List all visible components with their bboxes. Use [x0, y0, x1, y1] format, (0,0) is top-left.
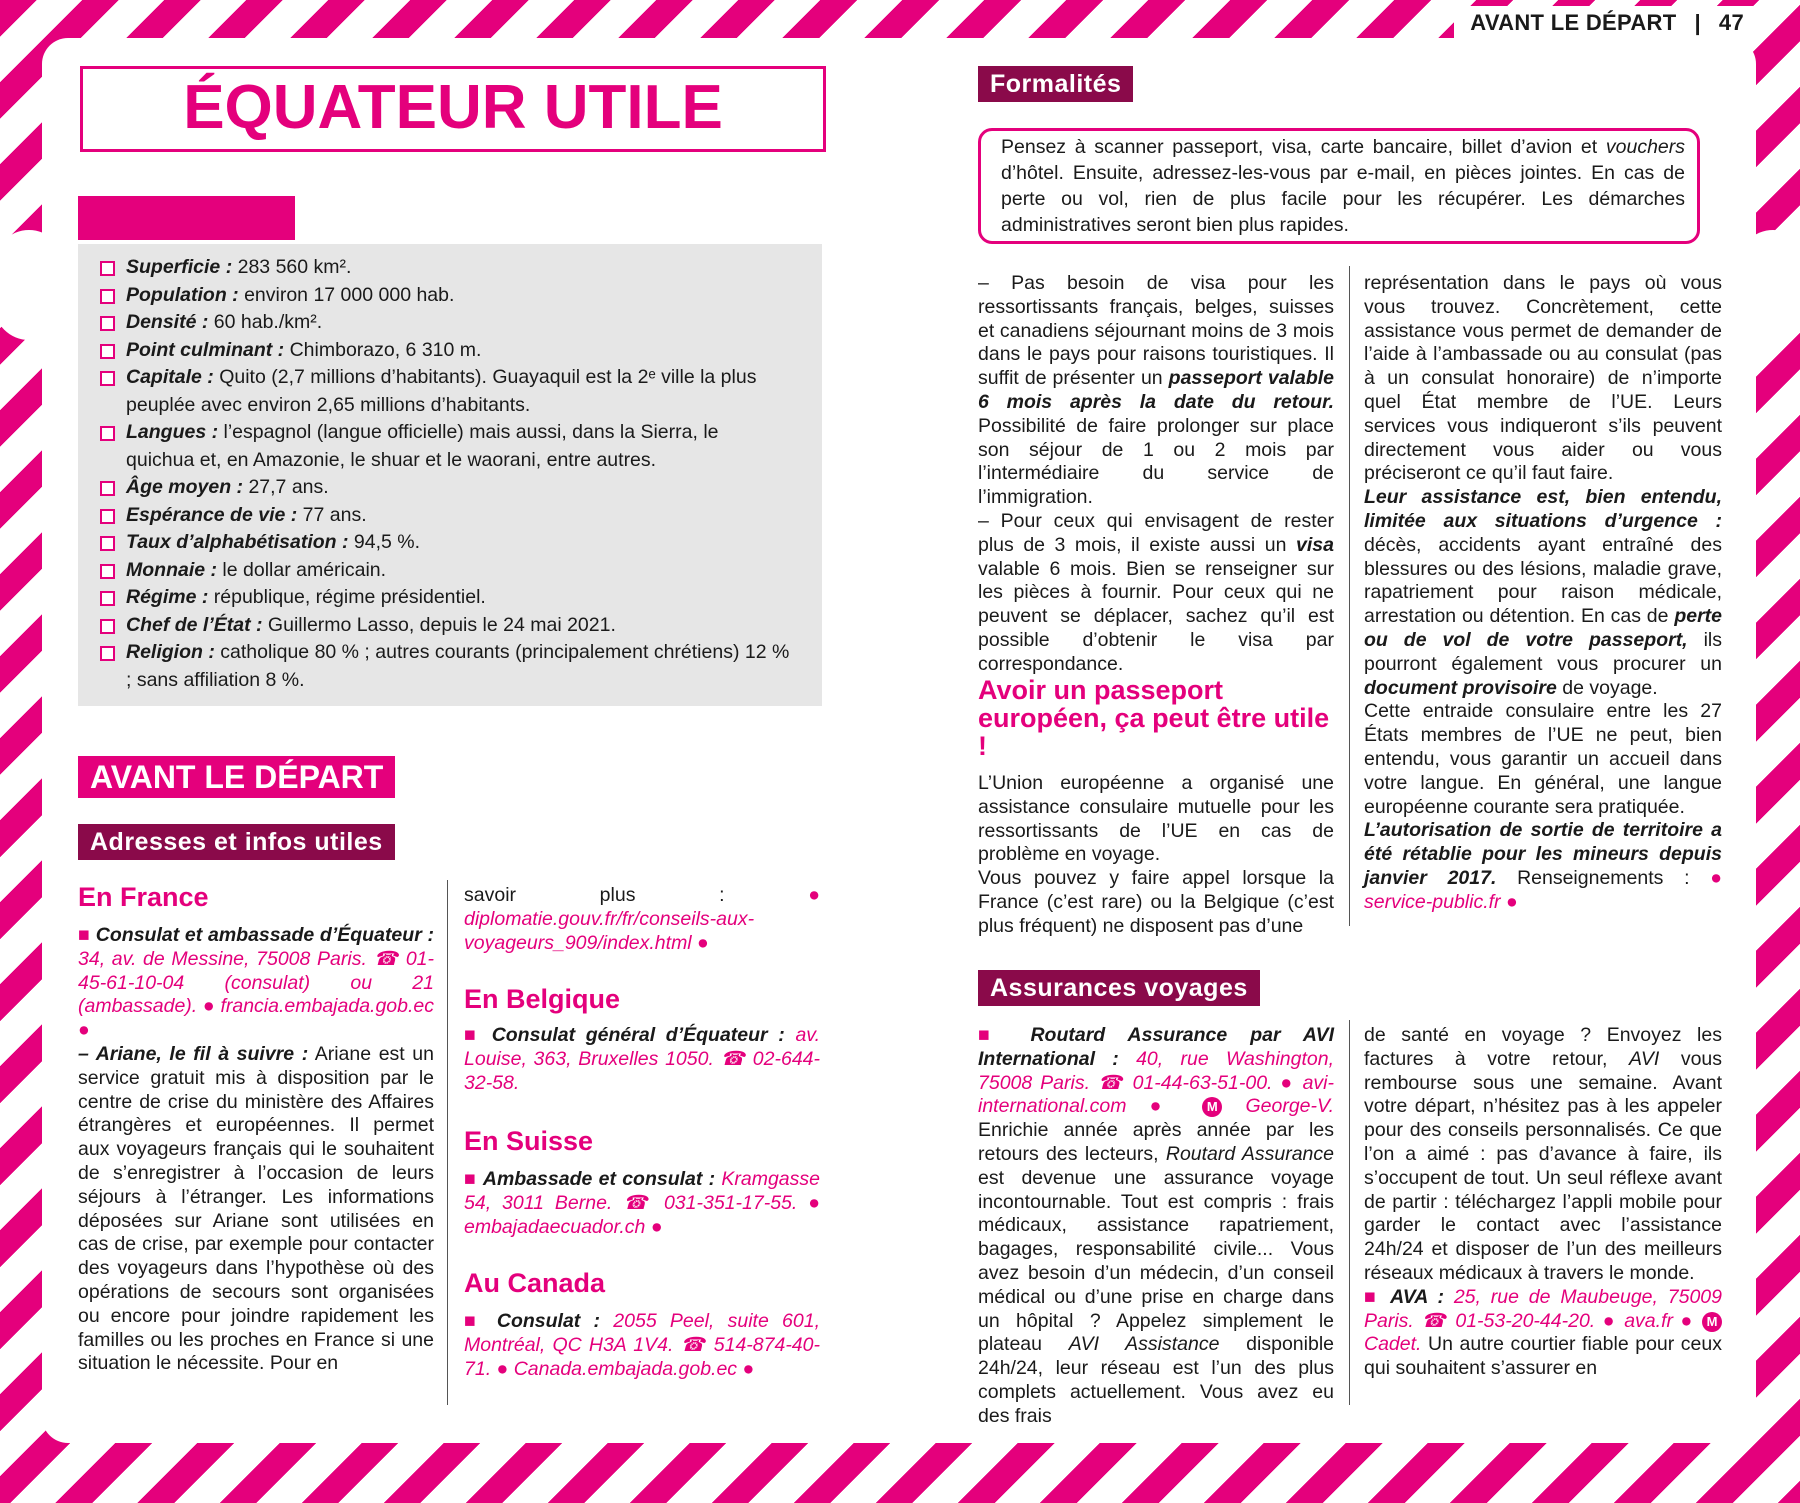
passport-heading: Avoir un passeport européen, ça peut être utile ! [978, 675, 1330, 761]
france-column [78, 924, 434, 1376]
running-head-section: AVANT LE DÉPART [1470, 10, 1677, 35]
formalites-right-column: représentation dans le pays où vous vous trouvez. Concrètement, cette assistance vous permet de demander de l’aide à l’ambassade ou au consulat (pas à un consulat honoraire) de n’importe quel État membre de l’UE. Leurs services vous indiqueront s’ils peuvent directement vous aider ou vous préciseront ce qu’il faut faire. Leur assistance est, bien entendu, limitée aux situations d’urgence : décès, accidents ayant entraîné des blessures ou des lésions, maladie grave, rapatriement pour raison médicale, arrestation ou détention. En cas de perte ou de vol de votre passeport, ils pourront également vous procurer un document provisoire de voyage. Cette entraide consulaire entre les 27 États membres de l’UE ne peut, bien entendu, vous garantir un accueil dans votre langue. En général, une langue européenne courante sera pratiquée. L’autorisation de sortie de territoire a été rétablie pour les mineurs depuis janvier 2017. Renseignements : ● service-public.fr ● [1364, 272, 1722, 913]
passport-left-column: L’Union européenne a organisé une assistance consulaire mutuelle pour les ressortissants de l’UE en cas de problème en voyage. Vous pouvez y faire appel lorsque la France (c’est rare) ou la Belgique (c’est plus fréquent) ne disposent pas d’une [978, 772, 1334, 937]
checkbox-bullet-icon [100, 481, 115, 496]
page-title: ÉQUATEUR UTILE [80, 66, 826, 152]
page-number: 47 [1718, 10, 1744, 35]
abc-item: Religion : catholique 80 % ; autres courants (principalement chrétiens) 12 % ; sans affiliation 8 %. [100, 639, 790, 694]
checkbox-bullet-icon [100, 646, 115, 661]
assurances-heading: Assurances voyages [978, 970, 1260, 1006]
belgique-entry: ■ Consulat général d’Équateur : av. Louise, 363, Bruxelles 1050. ☎ 02-644-32-58. [464, 1024, 821, 1094]
left-notch [0, 230, 64, 340]
france-consulat: ■ Consulat et ambassade d’Équateur : 34, av. de Messine, 75008 Paris. ☎ 01-45-61-10-04 (consulat) ou 21 (ambassade). ● francia.embajada.gob.ec ● [78, 924, 434, 1042]
right-notch [1738, 230, 1800, 340]
visa-paragraph-2: – Pour ceux qui envisagent de rester plus de 3 mois, il existe aussi un visa valable 6 mois. Bien se renseigner sur les pièces à fournir. Pour ceux qui ne peuvent se déplacer, sachez qu’il est possible d’obtenir le visa par correspondance. [978, 509, 1334, 675]
france-ariane: – Ariane, le fil à suivre : Ariane est un service gratuit mis à disposition par le centre de crise du ministère des Affaires étrangères et européennes. Il permet aux voyageurs français qui le souhaitent de s’enregistrer à l’occasion de leurs séjours à l’étranger. Les informations déposées sur Ariane sont utilisées en cas de crise, par exemple pour contacter des voyageurs dans l’hypothèse où des opérations de secours sont organisées ou encore pour joindre rapidement les familles ou les proches en France si une situation le nécessite. Pour en [78, 1042, 434, 1375]
abc-item: Population : environ 17 000 000 hab. [100, 282, 790, 310]
column-divider [1349, 266, 1350, 926]
en-suisse-heading: En Suisse [464, 1126, 594, 1156]
abc-item: Espérance de vie : 77 ans. [100, 502, 790, 530]
adresses-heading: Adresses et infos utiles [78, 824, 395, 860]
running-head [1454, 6, 1760, 40]
formalites-heading: Formalités [978, 66, 1133, 102]
checkbox-bullet-icon [100, 344, 115, 359]
column-divider [447, 880, 448, 1405]
formalites-left-column [978, 272, 1334, 677]
checkbox-bullet-icon [100, 564, 115, 579]
abc-item: Régime : république, régime présidentiel. [100, 584, 790, 612]
scan-tip-box: Pensez à scanner passeport, visa, carte bancaire, billet d’avion et vouchers d’hôtel. Ensuite, adressez-les-vous par e-mail, en pièces jointes. En cas de perte ou vol, rien de plus facile pour les récupérer. Les démarches administratives seront bien plus rapides. [978, 128, 1700, 244]
abc-item: Langues : l’espagnol (langue officielle) mais aussi, dans la Sierra, le quichua et, en Amazonie, le shuar et le waorani, entre autres. [100, 419, 790, 474]
checkbox-bullet-icon [100, 536, 115, 551]
checkbox-bullet-icon [100, 509, 115, 524]
abc-item: Taux d’alphabétisation : 94,5 %. [100, 529, 790, 557]
checkbox-bullet-icon [100, 371, 115, 386]
visa-paragraph-1: – Pas besoin de visa pour les ressortissants français, belges, suisses et canadiens séjournant moins de 3 mois dans le pays pour raisons touristiques. Il suffit de présenter un passeport valable 6 mois après la date du retour. Possibilité de faire prolonger sur place son séjour de 1 ou 2 mois par l’intermédiaire du service de l’immigration. [978, 272, 1334, 509]
running-head-separator: | [1694, 10, 1701, 35]
assurances-right-column: de santé en voyage ? Envoyez les factures à votre retour, AVI vous rembourse sous une semaine. Avant votre départ, n’hésitez pas à les appeler pour des conseils personnalisés. Ce que l’on a aimé : pas d’avance à faire, ils s’occupent de tout. Un seul réflexe avant de partir : téléchargez l’appli mobile pour garder le contact avec l’assistance 24h/24 et disposer de l’un des meilleurs réseaux médicaux à travers le monde. ■ AVA : 25, rue de Maubeuge, 75009 Paris. ☎ 01-53-20-44-20. ● ava.fr ● M Cadet. Un autre courtier fiable pour ceux qui souhaitent s’assurer en [1364, 1024, 1723, 1380]
abc-heading: ABC de l’Équateur [78, 196, 295, 240]
column-divider [1349, 1020, 1350, 1405]
en-belgique-heading: En Belgique [464, 984, 621, 1014]
metro-icon: M [1702, 1312, 1722, 1332]
checkbox-bullet-icon [100, 591, 115, 606]
checkbox-bullet-icon [100, 619, 115, 634]
abc-item: Chef de l’État : Guillermo Lasso, depuis le 24 mai 2021. [100, 612, 790, 640]
france-continued: savoir plus : ● diplomatie.gouv.fr/fr/conseils-aux-voyageurs_909/index.html ● [464, 884, 820, 954]
bullet-square: ■ [78, 924, 96, 946]
abc-item: Densité : 60 hab./km². [100, 309, 790, 337]
service-public-link[interactable]: ● service-public.fr ● [1364, 866, 1722, 913]
canada-entry: ■ Consulat : 2055 Peel, suite 601, Montréal, QC H3A 1V4. ☎ 514-874-40-71. ● Canada.embajada.gob.ec ● [464, 1310, 820, 1380]
suisse-entry: ■ Ambassade et consulat : Kramgasse 54, 3011 Berne. ☎ 031-351-17-55. ● embajadaecuador.ch ● [464, 1168, 821, 1238]
checkbox-bullet-icon [100, 289, 115, 304]
avant-heading: AVANT LE DÉPART [78, 756, 395, 798]
checkbox-bullet-icon [100, 261, 115, 276]
en-france-heading: En France [78, 882, 209, 912]
au-canada-heading: Au Canada [464, 1268, 606, 1298]
abc-item: Âge moyen : 27,7 ans. [100, 474, 790, 502]
abc-item: Point culminant : Chimborazo, 6 310 m. [100, 337, 790, 365]
checkbox-bullet-icon [100, 316, 115, 331]
assurances-left-column: ■ Routard Assurance par AVI International : 40, rue Washington, 75008 Paris. ☎ 01-44-63-51-00. ● avi-international.com ● M George-V. Enrichie année après année par les retours des lecteurs, Routard Assurance est devenue une assurance voyage incontournable. Tout est compris : frais médicaux, assistance rapatriement, bagages, responsabilité civile... Vous avez besoin d’un médecin, d’un conseil médical ou d’une prise en charge dans un hôpital ? Appelez simplement le plateau AVI Assistance disponible 24h/24, leur réseau est l’un des plus complets actuellement. Vous avez eu des frais [978, 1024, 1334, 1427]
abc-item: Superficie : 283 560 km². [100, 254, 790, 282]
abc-list [100, 254, 790, 694]
checkbox-bullet-icon [100, 426, 115, 441]
abc-item: Capitale : Quito (2,7 millions d’habitants). Guayaquil est la 2ᵉ ville la plus peuplée avec environ 2,65 millions d’habitants. [100, 364, 790, 419]
abc-item: Monnaie : le dollar américain. [100, 557, 790, 585]
diplomatie-link[interactable]: ● diplomatie.gouv.fr/fr/conseils-aux-voyageurs_909/index.html ● [464, 884, 820, 954]
metro-icon: M [1202, 1097, 1222, 1117]
